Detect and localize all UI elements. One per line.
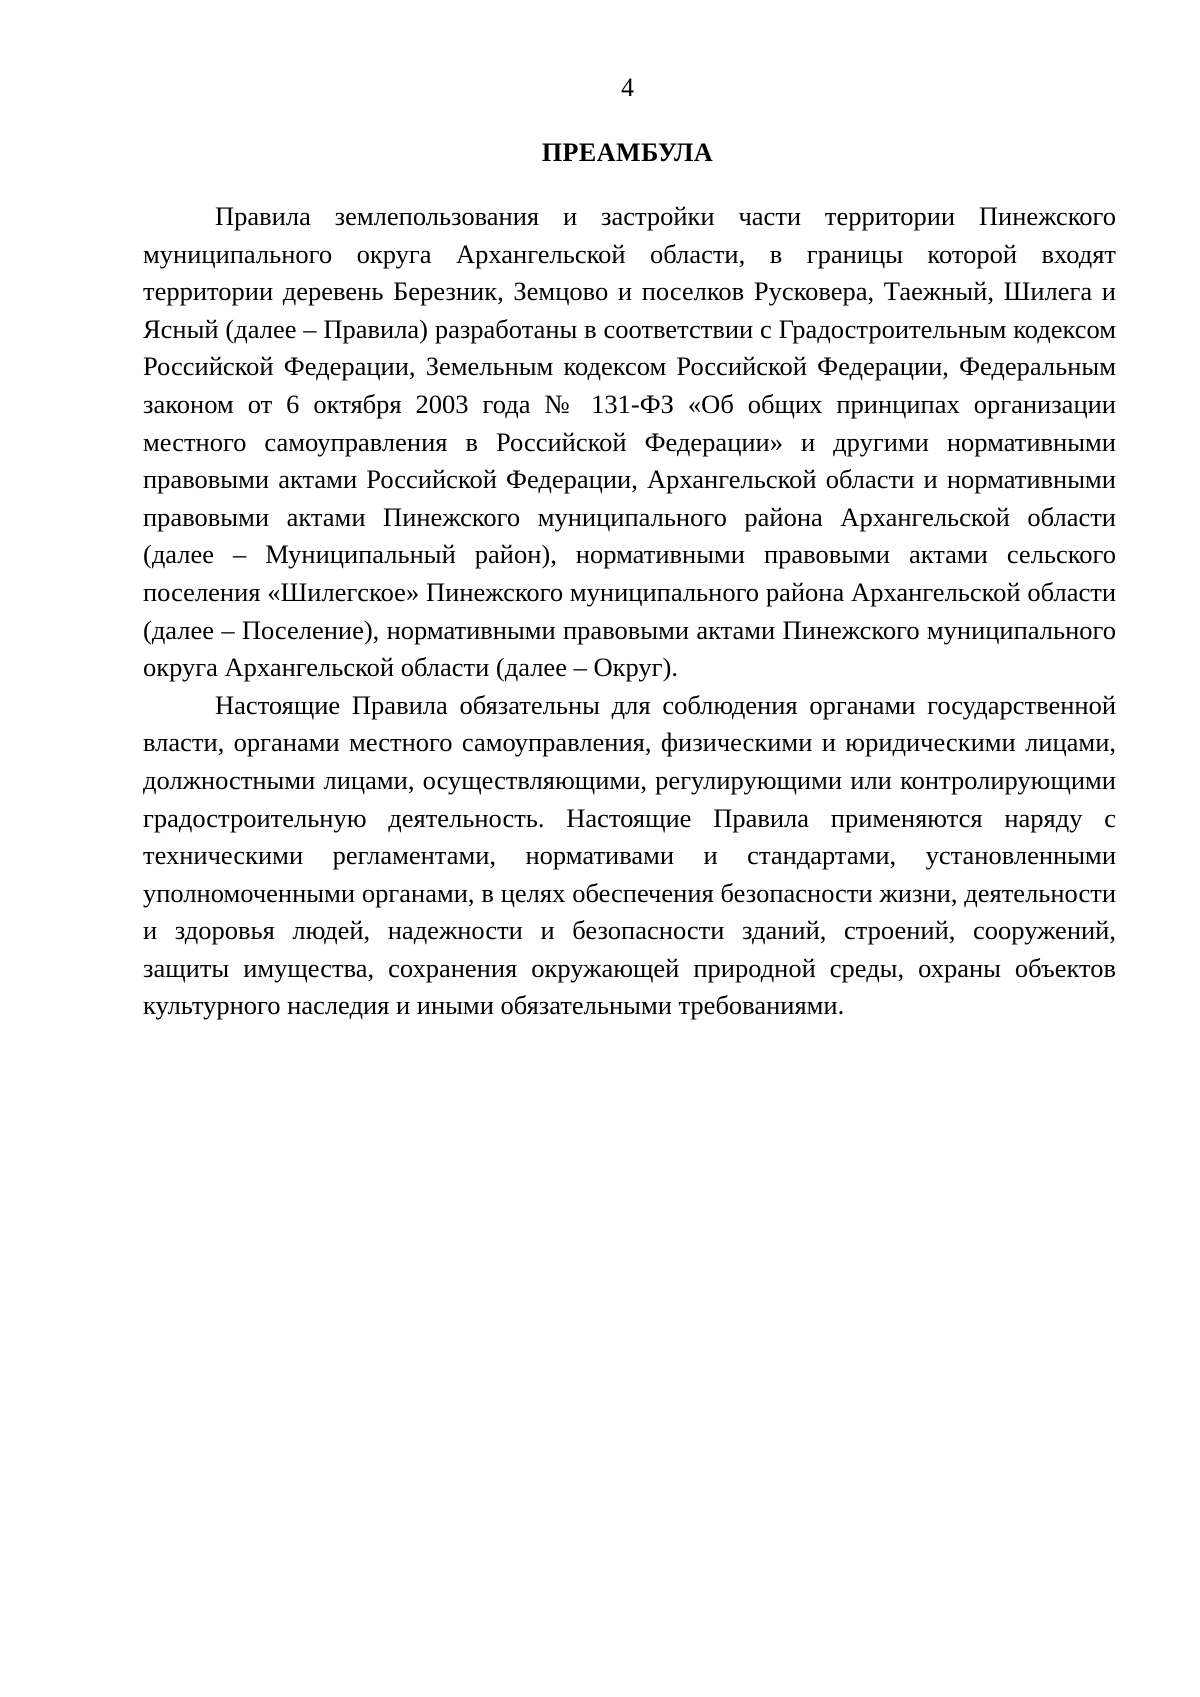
section-title: ПРЕАМБУЛА xyxy=(541,138,714,167)
paragraph: Правила землепользования и застройки части территории Пинежского муниципального округа Архангельской области, в границы которой входят территории деревень Березник, Земцово и поселков Русковера, Таежный, Шилега и Ясный (далее – Правила) разработаны в соответствии с Градостроительным кодексом Российской Федерации, Земельным кодексом Российской Федерации, Федеральным законом от 6 октября 2003 года № 131-ФЗ «Об общих принципах организации местного самоуправления в Российской Федерации» и другими нормативными правовыми актами Российской Федерации, Архангельской области и нормативными правовыми актами Пинежского муниципального района Архангельской области (далее – Муниципальный район), нормативными правовыми актами сельского поселения «Шилегское» Пинежского муниципального района Архангельской области (далее – Поселение), нормативными правовыми актами Пинежского муниципального округа Архангельской области (далее – Округ). xyxy=(143,201,1116,683)
paragraph: Настоящие Правила обязательны для соблюдения органами государственной власти, органами местного самоуправления, физическими и юридическими лицами, должностными лицами, осуществляющими, регулирующими или контролирующими градостроительную деятельность. Настоящие Правила применяются наряду с техническими регламентами, нормативами и стандартами, установленными уполномоченными органами, в целях обеспечения безопасности жизни, деятельности и здоровья людей, надежности и безопасности зданий, строений, сооружений, защиты имущества, сохранения окружающей природной среды, охраны объектов культурного наследия и иными обязательными требованиями. xyxy=(143,689,1116,1021)
document-body xyxy=(143,198,1116,1025)
page-number: 4 xyxy=(621,73,634,102)
